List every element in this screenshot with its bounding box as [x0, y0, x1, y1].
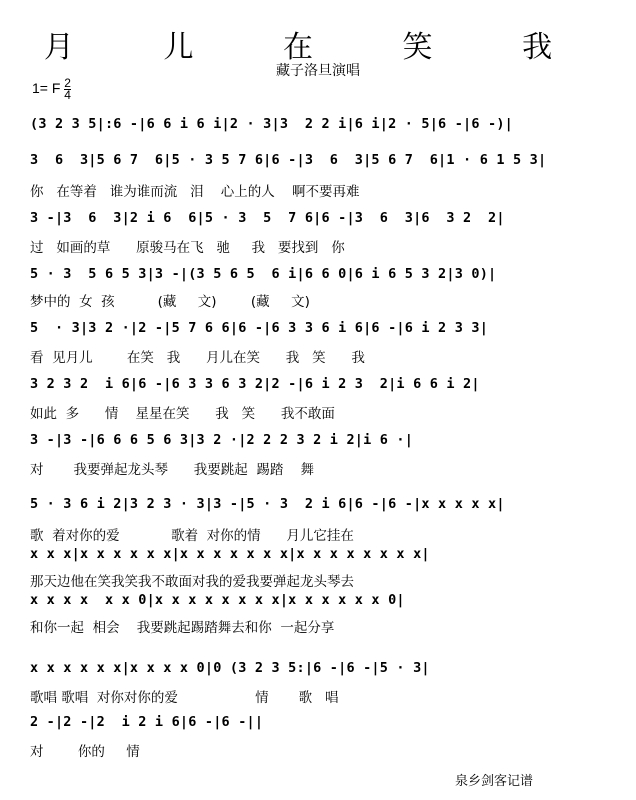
time-signature [64, 78, 71, 101]
notation-line: 5 · 3 5 6 5 3|3 -|(3 5 6 5 6 i|6 6 0|6 i 6 5 3 2|3 0)| [30, 266, 497, 282]
lyric-line: 歌 着对你的爱 歌着 对你的情 月儿它挂在 [30, 528, 354, 544]
key-signature [32, 78, 71, 101]
notation-line: x x x|x x x x x x|x x x x x x x|x x x x x x x x| [30, 546, 430, 562]
notation-line: 3 -|3 -|6 6 6 5 6 3|3 2 ·|2 2 2 3 2 i 2|i 6 ·| [30, 432, 414, 448]
notation-line: (3 2 3 5|:6 -|6 6 i 6 i|2 · 3|3 2 2 i|6 i|2 · 5|6 -|6 -)| [30, 116, 514, 132]
lyric-line: 过 如画的草 原骏马在飞 驰 我 要找到 你 [30, 240, 345, 256]
time-numerator: 2 [64, 76, 71, 90]
lyric-line: 你 在等着 谁为谁而流 泪 心上的人 啊不要再难 [30, 184, 360, 200]
notation-line: 3 -|3 6 3|2 i 6 6|5 · 3 5 7 6|6 -|3 6 3|6 3 2 2| [30, 210, 505, 226]
lyric-line: 和你一起 相会 我要跳起踢踏舞去和你 一起分享 [30, 620, 335, 636]
notation-line: 3 2 3 2 i 6|6 -|6 3 3 6 3 2|2 -|6 i 2 3 2|i 6 6 i 2| [30, 376, 480, 392]
time-denominator: 4 [64, 88, 71, 102]
notation-line: 2 -|2 -|2 i 2 i 6|6 -|6 -|| [30, 714, 264, 730]
key-label: 1= F [32, 80, 61, 97]
lyric-line: 那天边他在笑我笑我不敢面对我的爱我要弹起龙头琴去 [30, 574, 354, 590]
notation-line: 5 · 3 6 i 2|3 2 3 · 3|3 -|5 · 3 2 i 6|6 -|6 -|x x x x x| [30, 496, 505, 512]
song-title: 月 儿 在 笑 我 [43, 30, 593, 65]
notation-line: 3 6 3|5 6 7 6|5 · 3 5 7 6|6 -|3 6 3|5 6 7 6|1 · 6 1 5 3| [30, 152, 547, 168]
lyric-line: 歌唱 歌唱 对你对你的爱 情 歌 唱 [30, 690, 339, 706]
lyric-line: 对 我要弹起龙头琴 我要跳起 踢踏 舞 [30, 462, 315, 478]
lyric-line: 如此 多 情 星星在笑 我 笑 我不敢面 [30, 406, 335, 422]
lyric-line: 梦中的 女 孩 (藏 文) (藏 文) [30, 294, 310, 310]
lyric-line: 对 你的 情 [30, 744, 140, 760]
notation-line: x x x x x x|x x x x 0|0 (3 2 3 5:|6 -|6 -|5 · 3| [30, 660, 430, 676]
notation-line: 5 · 3|3 2 ·|2 -|5 7 6 6|6 -|6 3 3 6 i 6|6 -|6 i 2 3 3| [30, 320, 489, 336]
lyric-line: 看 见月儿 在笑 我 月儿在笑 我 笑 我 [30, 350, 365, 366]
performer: 藏子洛旦演唱 [276, 63, 360, 79]
notation-line: x x x x x x 0|x x x x x x x x|x x x x x x 0| [30, 592, 405, 608]
transcriber-credit: 泉乡剑客记谱 [455, 774, 534, 789]
